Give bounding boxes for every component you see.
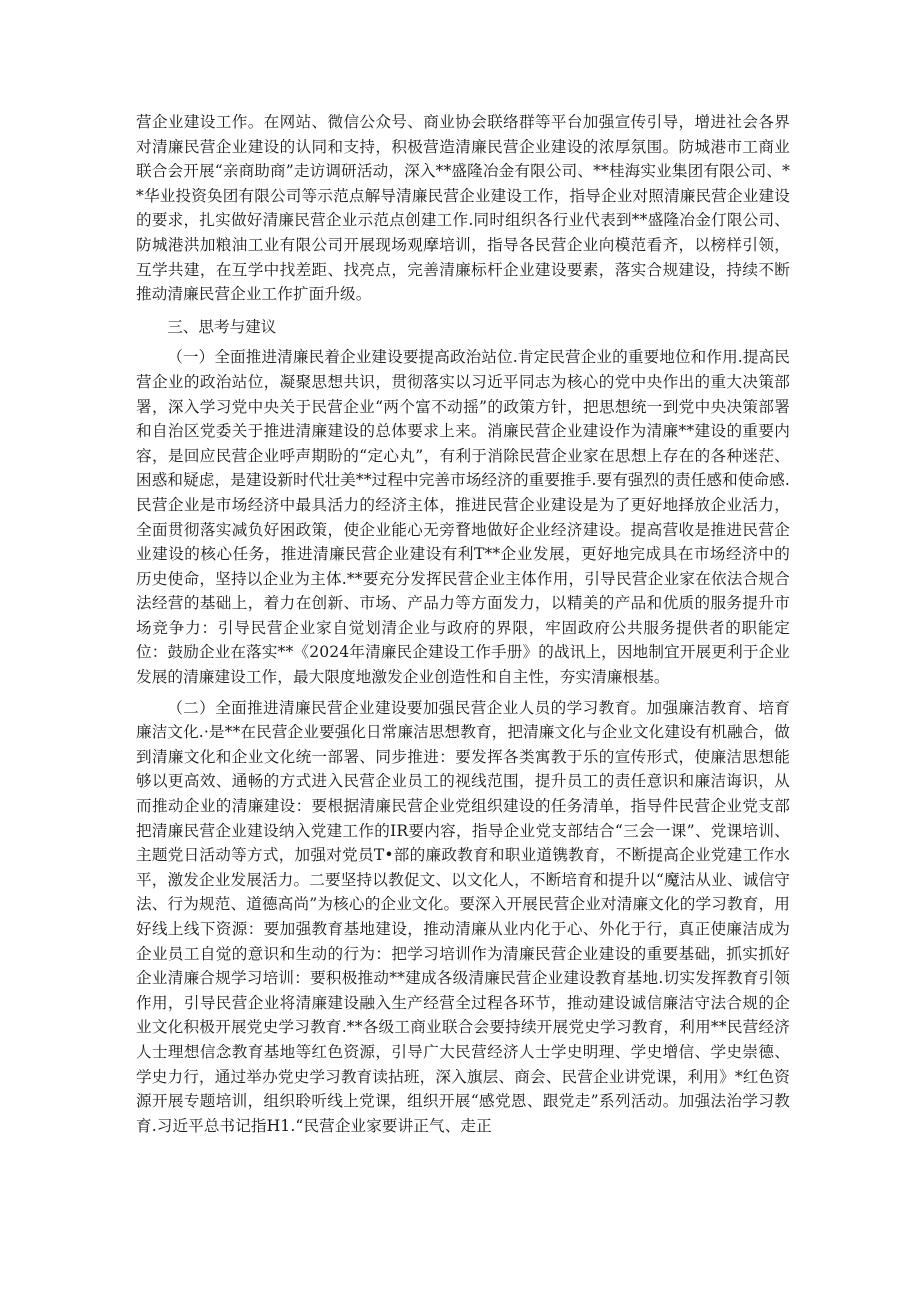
paragraph-political-stance: （一）全面推进清廉民着企业建设要提高政治站位.肯定民营企业的重要地位和作用.提高民营企业的政治站位，凝聚思想共识，贯彻落实以习近平同志为核心的党中央作出的重大决策部署，深入学习党中央关于民营企业“两个富不动摇”的政策方针，把思想统一到党中央决策部署和自治区党委关于推进清廉建设的总体要求上来。消廉民营企业建设作为清廉**建设的重要内容，是回应民营企业呼声期盼的“定心丸”，有利于消除民营企业家在思想上存在的各种迷茫、困惑和疑虑，是建设新时代壮美**过程中完善市场经济的重要推手.要有强烈的责任感和使命感.民营企业是市场经济中最具活力的经济主体，推进民营企业建设是为了更好地择放企业活力，全面贯彻落实减负好困政策，使企业能心无旁瞀地做好企业经济建设。提高营收是推进民营企业建设的核心任务，推进清廉民营企业建设有利T**企业发展，更好地完成具在市场经济中的历史使命，坚持以企业为主体.**要充分发挥民营企业主体作用，引导民营企业家在依法合规合法经营的基础上，着力在创新、市场、产品力等方面发力，以精美的产品和优质的服务提升市场竞争力：引导民营企业家自觉划清企业与政府的界限，牢固政府公共服务提供者的职能定位：鼓励企业在落实**《2024年清廉民企建设工作手册》的战讯上，因地制宜开展更利于企业发展的清廉建设工作，最大限度地激发企业创造性和自主性，夯实清廉根基。: [136, 348, 790, 687]
paragraph-intro: 营企业建设工作。在网站、微信公众号、商业协会联络群等平台加强宣传引导，增进社会各界对清廉民营企业建设的认同和支持，积极营造清廉民营企业建设的浓厚氛围。防城港市工商业联合会开展“亲商助商”走访调研活动，深入**盛隆冶金有限公司、**桂海实业集团有限公司、**华业投资奂团有限公司等示范点解导清廉民营企业建设工作，指导企业对照清廉民营企业建设的要求，扎实做好清廉民营企业示范点创建工作.同时组织各行业代表到**盛隆冶金仃限公司、防城港洪加粮油工业有限公司开展现场观摩培训，指导各民营企业向模范看齐，以榜样引领，互学共建，在互学中找差距、找亮点，完善清廉标杆企业建设要素，落实合规建设，持续不断推动清廉民营企业工作扩面升级。: [136, 113, 790, 304]
section-heading: 三、思考与建议: [167, 317, 277, 336]
paragraph-learning-education: （二）全面推进清廉民营企业建设要加强民营企业人员的学习教育。加强廉洁教育、培育廉洁文化.·是**在民营企业要强化日常廉洁思想教育，把清廉文化与企业文化建设有机融合，做到清廉文化和企业文化统一部署、同步推进：要发挥各类寓教于乐的宣传形式，使廉洁思想能够以更高效、通畅的方式进入民营企业员工的视线范围，提升员工的责任意识和廉洁诲识，从而推动企业的清廉建设：要根据清廉民营企业党组织建设的任务清单，指导件民营企业党支部把清廉民营企业建设纳入党建工作的IR要内容，指导企业党支部结合“三会一课”、党课培训、主题党日活动等方式，加强对党员T•部的廉政教育和职业道镌教育，不断提高企业党建工作水平，激发企业发展活力。二要坚持以教促文、以文化人，不断培育和提升以“魔沽从业、诚信守法、行为规范、道德高尚”为核心的企业文化。要深入开展民营企业对清廉文化的学习教育，用好线上线下资源：要加强教育基地建设，推动清廉从业内化于心、外化于行，真正使廉洁成为企业员工自觉的意识和生动的行为：把学习培训作为清廉民营企业建设的重要基础，抓实抓好企业清廉合规学习培训：要积极推动**建成各级清廉民营企业建设教育基地.切实发挥教育引领作用，引导民营企业将清廉建设融入生产经营全过程各环节，推动建设诚信廉洁守法合规的企业文化积极开展党史学习教育.**各级工商业联合会要持续开展党史学习教育，利用**民营经济人士理想信念教育基地等红色资源，引导广大民营经济人士学史明理、学史增信、学史崇德、学史力行，通过举办党史学习教育读拈班，深入旗层、商会、民营企业讲党课，利用》*红色资源开展专题培训，组织聆听线上党课，组织开展“感党恩、跟党走”系列活动。加强法治学习教育.习近平总书记指H1.“民营企业家要讲正气、走正: [136, 698, 790, 1135]
